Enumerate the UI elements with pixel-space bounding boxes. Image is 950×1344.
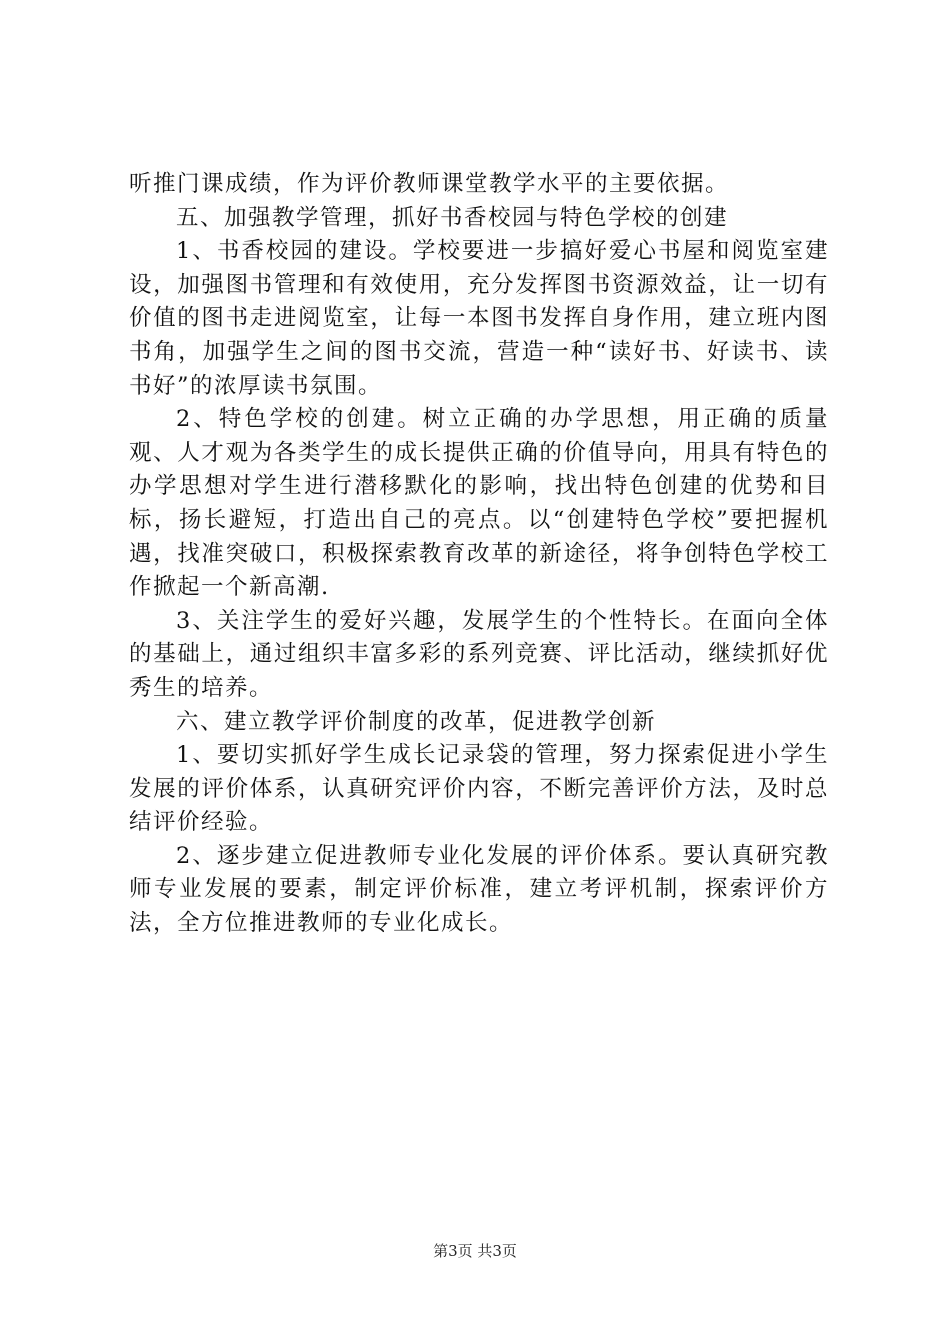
paragraph-1: 听推门课成绩，作为评价教师课堂教学水平的主要依据。 xyxy=(129,171,730,197)
page-number: 第3页 共3页 xyxy=(433,1242,517,1260)
paragraph-growth-record: 1、要切实抓好学生成长记录袋的管理，努力探索促进小学生发展的评价体系，认真研究评价内容，不断完善评价方法，及时总结评价经验。 xyxy=(129,742,829,836)
section-heading-6: 六、建立教学评价制度的改革，促进教学创新 xyxy=(176,708,657,735)
paragraph-teacher-evaluation: 2、逐步建立促进教师专业化发展的评价体系。要认真研究教师专业发展的要素，制定评价标准，建立考评机制，探索评价方法，全方位推进教师的专业化成长。 xyxy=(129,842,829,937)
paragraph-student-interests: 3、关注学生的爱好兴趣，发展学生的个性特长。在面向全体的基础上，通过组织丰富多彩的系列竞赛、评比活动，继续抓好优秀生的培养。 xyxy=(129,607,829,701)
paragraph-featured-school: 2、特色学校的创建。树立正确的办学思想，用正确的质量观、人才观为各类学生的成长提供正确的价值导向，用具有特色的办学思想对学生进行潜移默化的影响，找出特色创建的优势和目标，扬长避短，打造出自己的亮点。以“创建特色学校”要把握机遇，找准突破口，积极探索教育改革的新途径，将争创特色学校工作掀起一个新高潮. xyxy=(129,406,829,601)
section-heading-5: 五、加强教学管理，抓好书香校园与特色学校的创建 xyxy=(176,204,729,231)
page-footer xyxy=(0,1241,950,1261)
paragraph-reading-campus: 1、书香校园的建设。学校要进一步搞好爱心书屋和阅览室建设，加强图书管理和有效使用，充分发挥图书资源效益，让一切有价值的图书走进阅览室，让每一本图书发挥自身作用，建立班内图书角，加强学生之间的图书交流，营造一种“读好书、好读书、读书好”的浓厚读书氛围。 xyxy=(129,238,829,399)
document-body xyxy=(129,168,829,941)
